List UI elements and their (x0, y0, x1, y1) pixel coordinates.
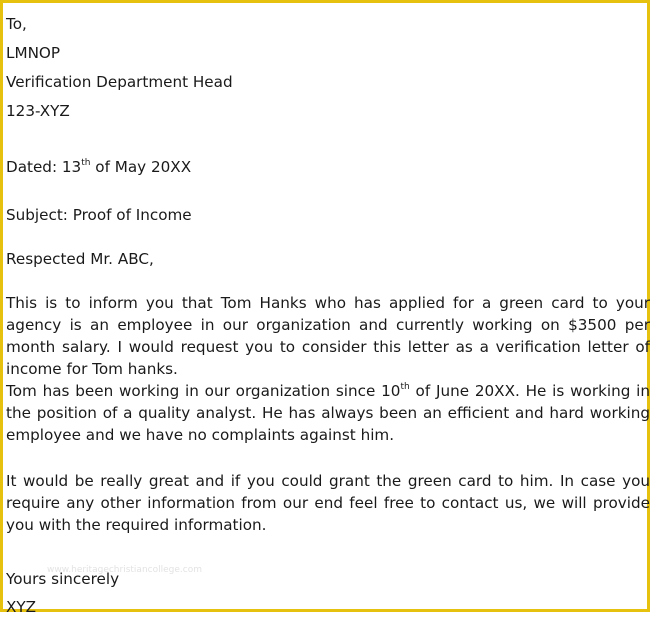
watermark-text: www.heritagechristiancollege.com (47, 565, 202, 575)
paragraph-2-start: Tom has been working in our organization since 10 (6, 382, 401, 400)
recipient-title: Verification Department Head (6, 73, 233, 91)
salutation: Respected Mr. ABC, (6, 250, 154, 268)
date-line (6, 156, 191, 178)
signature: XYZ (6, 598, 37, 616)
paragraph-2 (6, 380, 650, 446)
recipient-address: 123-XYZ (6, 102, 70, 120)
recipient-block (6, 13, 650, 129)
paragraph-1: This is to inform you that Tom Hanks who has applied for a green card to your agency is an employee in our organization and currently working on $3500 per month salary. I would request you to consider this letter as a verification letter of income for Tom hanks. (6, 294, 650, 378)
recipient-name: LMNOP (6, 44, 61, 62)
subject-line: Subject: Proof of Income (6, 206, 192, 224)
recipient-to: To, (6, 15, 27, 33)
closing: Yours sincerely (6, 570, 120, 588)
paragraph-3: It would be really great and if you could grant the green card to him. In case you require any other information from our end feel free to contact us, we will provide you with the required information. (6, 472, 650, 534)
paragraph-2-end: of June 20XX. He is working in the position of a quality analyst. He has always been an efficient and hard working employee and we have no complaints against him. (6, 382, 650, 444)
date-suffix: of May 20XX (90, 158, 192, 176)
paragraph-2-sup: th (400, 381, 410, 392)
date-sup: th (81, 157, 91, 168)
date-prefix: Dated: 13 (6, 158, 82, 176)
